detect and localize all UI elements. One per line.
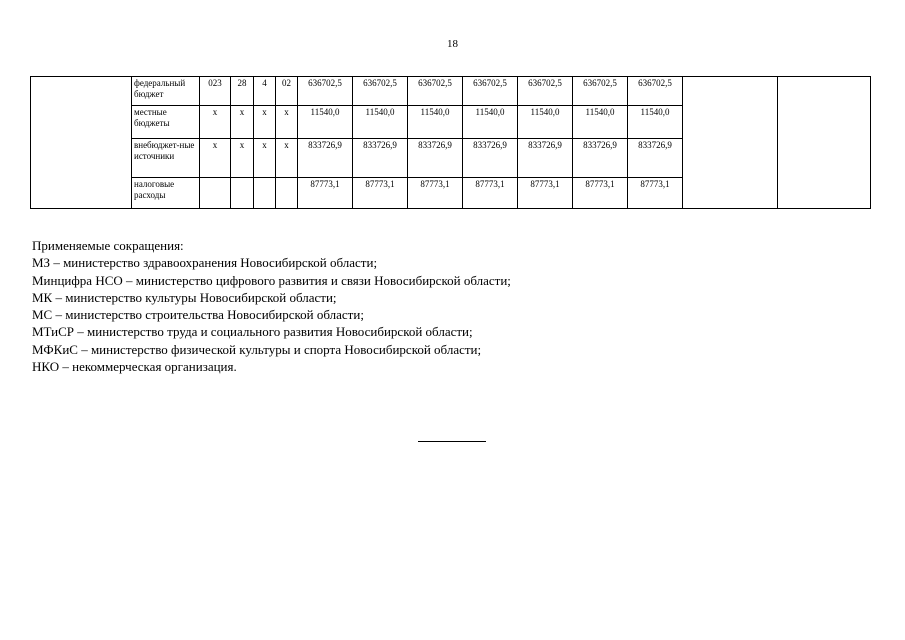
budget-table [30, 76, 871, 209]
code-cell: x [276, 106, 298, 139]
abbreviations-section [32, 237, 511, 375]
value-cell: 87773,1 [353, 178, 408, 209]
row-label: налоговые расходы [132, 178, 200, 209]
value-cell: 87773,1 [573, 178, 628, 209]
value-cell: 87773,1 [298, 178, 353, 209]
value-cell: 11540,0 [408, 106, 463, 139]
code-cell [276, 178, 298, 209]
table-row [31, 77, 871, 106]
end-divider [418, 441, 486, 442]
value-cell: 833726,9 [518, 139, 573, 178]
code-cell [254, 178, 276, 209]
code-cell: x [276, 139, 298, 178]
value-cell: 833726,9 [573, 139, 628, 178]
code-cell [231, 178, 254, 209]
row-label: федеральный бюджет [132, 77, 200, 106]
abbreviation-item: МТиСР – министерство труда и социального развития Новосибирской области; [32, 324, 473, 340]
abbreviation-item: МК – министерство культуры Новосибирской области; [32, 289, 337, 305]
abbreviation-item: МЗ – министерство здравоохранения Новосибирской области; [32, 255, 378, 271]
code-cell: x [254, 106, 276, 139]
value-cell: 833726,9 [408, 139, 463, 178]
value-cell: 833726,9 [463, 139, 518, 178]
abbreviation-item: МС – министерство строительства Новосибирской области; [32, 307, 364, 323]
code-cell: x [200, 106, 231, 139]
row-label: внебюджет-ные источники [132, 139, 200, 178]
code-cell: x [231, 106, 254, 139]
value-cell: 11540,0 [518, 106, 573, 139]
code-cell: x [200, 139, 231, 178]
value-cell: 87773,1 [463, 178, 518, 209]
value-cell: 87773,1 [518, 178, 573, 209]
value-cell: 833726,9 [353, 139, 408, 178]
value-cell: 11540,0 [463, 106, 518, 139]
table-cell-empty [778, 77, 871, 209]
value-cell: 636702,5 [628, 77, 683, 106]
row-label: местные бюджеты [132, 106, 200, 139]
value-cell: 11540,0 [353, 106, 408, 139]
value-cell: 11540,0 [298, 106, 353, 139]
code-cell: 023 [200, 77, 231, 106]
value-cell: 11540,0 [628, 106, 683, 139]
code-cell [200, 178, 231, 209]
page-number: 18 [447, 38, 458, 50]
table-cell-empty [683, 77, 778, 209]
abbreviation-item: МФКиС – министерство физической культуры и спорта Новосибирской области; [32, 341, 482, 357]
abbreviation-item: НКО – некоммерческая организация. [32, 359, 237, 375]
value-cell: 636702,5 [463, 77, 518, 106]
code-cell: x [254, 139, 276, 178]
value-cell: 87773,1 [408, 178, 463, 209]
value-cell: 636702,5 [353, 77, 408, 106]
value-cell: 636702,5 [518, 77, 573, 106]
code-cell: x [231, 139, 254, 178]
value-cell: 11540,0 [573, 106, 628, 139]
value-cell: 636702,5 [408, 77, 463, 106]
code-cell: 02 [276, 77, 298, 106]
value-cell: 636702,5 [298, 77, 353, 106]
value-cell: 833726,9 [298, 139, 353, 178]
value-cell: 833726,9 [628, 139, 683, 178]
value-cell: 636702,5 [573, 77, 628, 106]
code-cell: 28 [231, 77, 254, 106]
abbreviations-heading: Применяемые сокращения: [32, 238, 184, 253]
table-cell-empty [31, 77, 132, 209]
abbreviation-item: Минцифра НСО – министерство цифрового развития и связи Новосибирской области; [32, 272, 511, 288]
value-cell: 87773,1 [628, 178, 683, 209]
code-cell: 4 [254, 77, 276, 106]
